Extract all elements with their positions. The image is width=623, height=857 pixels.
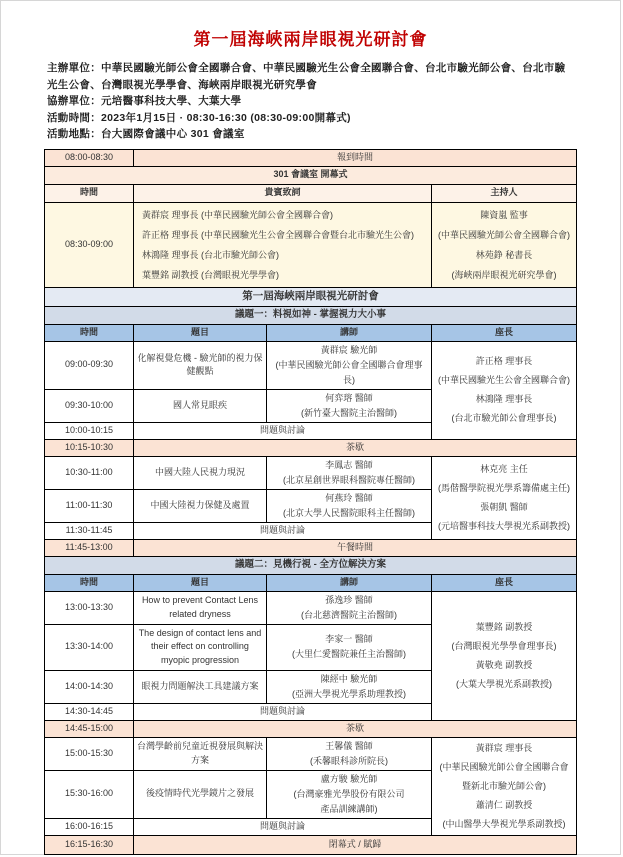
topic-cell: The design of contact lens and their effect on controlling myopic progression [133, 624, 266, 670]
chair-name: 林克亮 主任 [480, 463, 528, 474]
chair-affiliation: (馬偕醫學院視光學系籌備處主任) [438, 482, 570, 493]
speaker-affiliation: (禾馨眼科診所院長) [309, 755, 388, 766]
speaker-affiliation: (台灣豪雅光學股份有限公司 [293, 788, 405, 799]
opening-col-host: 主持人 [431, 184, 576, 202]
speaker-name: 何弈瑢 醫師 [325, 392, 373, 403]
speaker-cell [266, 737, 431, 770]
qa-label-cell: 問題與討論 [133, 818, 431, 835]
talk-row [44, 737, 576, 770]
speaker-name: 孫逸珍 醫師 [325, 594, 373, 605]
speaker-cell [266, 341, 431, 389]
chair-name: 蕭清仁 副教授 [475, 799, 533, 810]
talk-row [44, 341, 576, 389]
break-row [44, 439, 576, 456]
room-banner-row [44, 166, 576, 184]
column-header-row [44, 324, 576, 341]
time-cell: 16:00-16:15 [44, 818, 133, 835]
col-speaker: 講師 [266, 574, 431, 591]
chair-name: 許正格 理事長 [475, 356, 533, 366]
speaker-cell [266, 670, 431, 703]
break-row [44, 720, 576, 737]
speaker-name: 陳經中 驗光師 [320, 673, 378, 684]
time-cell: 11:00-11:30 [44, 489, 133, 522]
break-label-cell: 茶歇 [133, 720, 576, 737]
time-cell: 11:30-11:45 [44, 522, 133, 539]
time-cell: 08:00-08:30 [44, 149, 133, 166]
qa-label-cell: 問題與討論 [133, 422, 431, 439]
chair-affiliation: (中華民國驗光生公會全國聯合會) [438, 375, 570, 385]
col-time: 時間 [44, 324, 133, 341]
time-cell: 15:00-15:30 [44, 737, 133, 770]
chair-affiliation: (中華民國驗光師公會全國聯合會 [439, 761, 569, 772]
speaker-affiliation: (北京星創世界眼科醫院專任醫師) [282, 474, 415, 485]
topic-cell: 化解視覺危機 - 驗光師的視力保健觀點 [133, 341, 266, 389]
time-cell: 13:00-13:30 [44, 591, 133, 624]
chair-cell [431, 737, 576, 835]
registration-row [44, 149, 576, 166]
speaker-cell [266, 591, 431, 624]
chair-affiliation: (中山醫學大學視光學系副教授) [442, 818, 566, 829]
event-info-block [47, 60, 576, 143]
col-chair: 座長 [431, 574, 576, 591]
opening-header-row [44, 184, 576, 202]
col-topic: 題目 [133, 574, 266, 591]
speaker-cell [266, 456, 431, 489]
speaker-cell [266, 389, 431, 422]
chair-cell [431, 591, 576, 720]
registration-label-cell: 報到時間 [133, 149, 576, 166]
guest-speeches-cell [133, 202, 431, 287]
speaker-cell [266, 489, 431, 522]
host-entry: (中華民國驗光師公會全國聯合會) [438, 229, 570, 240]
host-entry: 陳資嵐 監事 [480, 209, 528, 220]
chair-name: 黃敬堯 副教授 [475, 659, 533, 670]
topic-cell: 國人常見眼疾 [133, 389, 266, 422]
chair-affiliation: (台灣眼視光學學會理事長) [451, 640, 557, 651]
speaker-affiliation: (新竹臺大醫院主治醫師) [300, 407, 397, 418]
guest-entry: 葉豐銘 副教授 (台灣眼視光學學會) [141, 269, 279, 280]
topic-cell: 中國大陸人民視力現況 [133, 456, 266, 489]
conference-title: 第一屆海峽兩岸眼視光研討會 [193, 30, 428, 49]
chair-name: 黃群宸 理事長 [475, 742, 533, 753]
break-label-cell: 茶歇 [133, 439, 576, 456]
time-cell: 09:30-10:00 [44, 389, 133, 422]
col-chair: 座長 [431, 324, 576, 341]
forum-banner-row [44, 287, 576, 306]
session1-banner-row [44, 306, 576, 324]
time-cell: 13:30-14:00 [44, 624, 133, 670]
speaker-affiliation: (中華民國驗光師公會全國聯合會理事長) [275, 359, 423, 385]
topic-cell: 台灣學齡前兒童近視發展與解決方案 [133, 737, 266, 770]
opening-col-guest: 貴賓致詞 [133, 184, 431, 202]
speaker-cell [266, 624, 431, 670]
topic-cell: 後疫情時代光學鏡片之發展 [133, 770, 266, 818]
session2-banner-row [44, 556, 576, 574]
session1-banner-cell: 議題一：料視如神 - 掌握視力大小事 [44, 306, 576, 324]
time-cell: 10:30-11:00 [44, 456, 133, 489]
co-organizer-line: 協辦單位：元培醫事科技大學、大葉大學 [47, 95, 242, 107]
time-cell: 10:15-10:30 [44, 439, 133, 456]
time-cell: 09:00-09:30 [44, 341, 133, 389]
speaker-name: 李鳳志 醫師 [325, 459, 373, 470]
topic-cell: 眼視力問題解決工具建議方案 [133, 670, 266, 703]
schedule-table [44, 149, 577, 855]
speaker-name: 黃群宸 驗光師 [320, 344, 378, 355]
closing-row [44, 835, 576, 854]
event-venue-line: 活動地點：台大國際會議中心 301 會議室 [47, 128, 245, 140]
col-speaker: 講師 [266, 324, 431, 341]
speaker-cell [266, 770, 431, 818]
chair-affiliation: (大葉大學視光系副教授) [456, 678, 552, 689]
time-cell: 14:45-15:00 [44, 720, 133, 737]
chair-name: 林鴻隆 理事長 [475, 394, 533, 404]
col-time: 時間 [44, 574, 133, 591]
host-cell [431, 202, 576, 287]
lunch-row [44, 539, 576, 556]
topic-cell: How to prevent Contact Lens related dryness [133, 591, 266, 624]
chair-name: 張朝凱 醫師 [480, 501, 528, 512]
speaker-affiliation: (大里仁愛醫院兼任主治醫師) [291, 649, 406, 659]
opening-col-time: 時間 [44, 184, 133, 202]
room-banner-cell: 301 會議室 開幕式 [44, 166, 576, 184]
time-cell: 11:45-13:00 [44, 539, 133, 556]
chair-cell [431, 341, 576, 439]
speaker-name: 李家一 醫師 [325, 634, 373, 644]
speaker-affiliation: (台北慈濟醫院主治醫師) [300, 609, 397, 620]
chair-name: 葉豐銘 副教授 [475, 621, 533, 632]
speaker-affiliation: (亞洲大學視光學系助理教授) [291, 688, 406, 699]
talk-row [44, 456, 576, 489]
chair-cell [431, 456, 576, 539]
column-header-row [44, 574, 576, 591]
time-cell: 10:00-10:15 [44, 422, 133, 439]
time-cell: 08:30-09:00 [44, 202, 133, 287]
guest-entry: 黃群宸 理事長 (中華民國驗光師公會全國聯合會) [141, 209, 333, 220]
organizer-line: 主辦單位：中華民國驗光師公會全國聯合會、中華民國驗光生公會全國聯合會、台北市驗光師公會、台北市驗光生公會、台灣眼視光學學會、海峽兩岸眼視光研究學會 [47, 62, 566, 91]
speaker-name: 何燕玲 醫師 [325, 492, 373, 503]
guest-entry: 許正格 理事長 (中華民國驗光生公會全國聯合會暨台北市驗光生公會) [141, 229, 414, 240]
qa-label-cell: 問題與討論 [133, 522, 431, 539]
host-entry: 林苑錚 秘書長 [475, 249, 533, 260]
time-cell: 14:30-14:45 [44, 703, 133, 720]
qa-label-cell: 問題與討論 [133, 703, 431, 720]
session2-banner-cell: 議題二：見機行視 - 全方位解決方案 [44, 556, 576, 574]
guest-entry: 林鴻隆 理事長 (台北市驗光師公會) [141, 249, 279, 260]
opening-row [44, 202, 576, 287]
chair-affiliation: 暨新北市驗光師公會) [462, 780, 546, 791]
speaker-affiliation: (北京大學人民醫院眼科主任醫師) [282, 507, 415, 518]
speaker-affiliation: 產品訓練講師) [320, 803, 378, 814]
chair-affiliation: (元培醫事科技大學視光系副教授) [438, 520, 570, 531]
time-cell: 16:15-16:30 [44, 835, 133, 854]
col-topic: 題目 [133, 324, 266, 341]
speaker-name: 盧方駿 驗光師 [320, 773, 378, 784]
event-time-line: 活動時間：2023年1月15日 · 08:30-16:30 (08:30-09:00開幕式) [47, 111, 351, 124]
talk-row [44, 591, 576, 624]
host-entry: (海峽兩岸眼視光研究學會) [451, 269, 557, 280]
time-cell: 14:00-14:30 [44, 670, 133, 703]
lunch-label-cell: 午餐時間 [133, 539, 576, 556]
chair-affiliation: (台北市驗光師公會理事長) [451, 413, 557, 423]
time-cell: 15:30-16:00 [44, 770, 133, 818]
topic-cell: 中國大陸視力保健及處置 [133, 489, 266, 522]
closing-label-cell: 閉幕式 / 賦歸 [133, 835, 576, 854]
speaker-name: 王馨儀 醫師 [325, 740, 373, 751]
forum-banner-cell: 第一屆海峽兩岸眼視光研討會 [44, 287, 576, 306]
